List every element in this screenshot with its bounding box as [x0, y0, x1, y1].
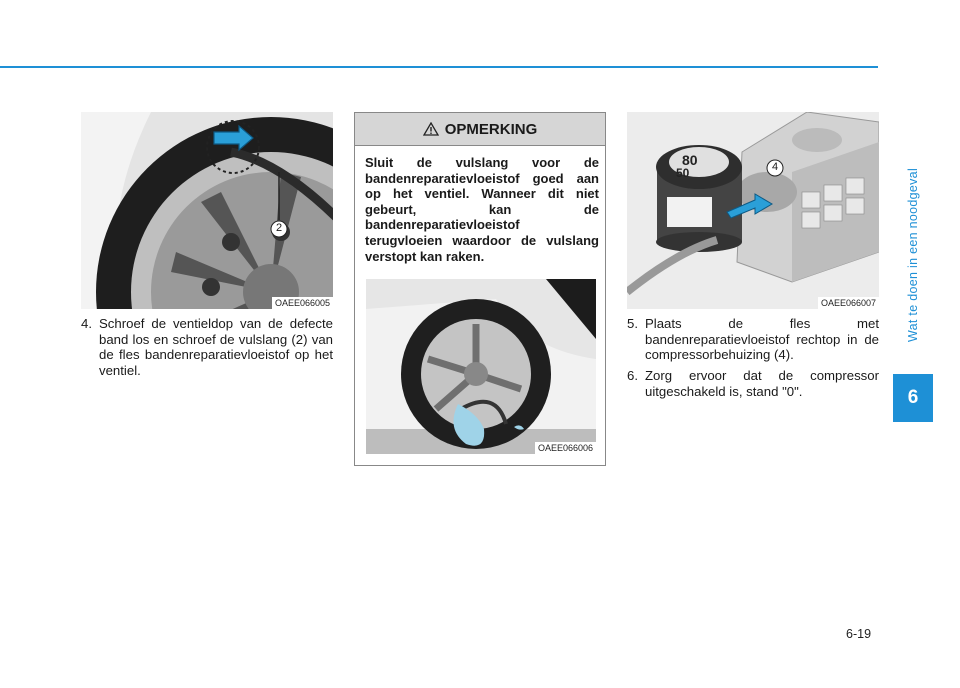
warning-triangle-icon	[423, 122, 439, 136]
notice-title: OPMERKING	[444, 120, 538, 138]
wheel-illustration	[81, 112, 333, 309]
page-number: 6-19	[846, 627, 872, 641]
notice-header	[355, 113, 605, 146]
chapter-tab: 6	[893, 374, 933, 422]
notice-box	[354, 112, 606, 466]
step-6	[627, 368, 879, 399]
step-text: Zorg ervoor dat de compressor uitgeschakeld is, stand "0".	[645, 368, 879, 399]
step-text: Plaats de fles met bandenreparatievloeistof rechtop in de compressorbehuizing (4).	[645, 316, 879, 362]
compressor-illustration	[627, 112, 879, 309]
callout-4: 4	[771, 161, 779, 173]
step-text: Schroef de ventieldop van de defecte band los en schroef de vulslang (2) van de fles bandenreparatievloeistof op het ventiel.	[99, 316, 333, 378]
step-number: 5.	[627, 316, 638, 331]
car-wheel-illustration	[366, 279, 596, 454]
step-number: 4.	[81, 316, 92, 331]
figure-code: OAEE066007	[818, 297, 879, 309]
gauge-reading-bottom: 50	[676, 166, 690, 180]
header-rule	[0, 66, 878, 68]
side-chapter-title: Wat te doen in een noodgeval	[906, 167, 920, 343]
figure-code: OAEE066005	[272, 297, 333, 309]
figure-wheel-hose	[81, 112, 333, 309]
figure-leaking-hose	[366, 279, 596, 454]
step-5	[627, 316, 879, 363]
notice-body: Sluit de vulslang voor de bandenreparatievloeistof goed aan op het ventiel. Wanneer dit niet gebeurt, kan de bandenreparatievloeistof terugvloeien waardoor de vulslang verstopt kan raken.	[365, 155, 599, 264]
figure-code: OAEE066006	[535, 442, 596, 454]
step-4	[81, 316, 333, 378]
callout-2: 2	[275, 222, 283, 234]
gauge-reading-top: 80	[682, 152, 698, 168]
step-number: 6.	[627, 368, 638, 383]
figure-compressor	[627, 112, 879, 309]
